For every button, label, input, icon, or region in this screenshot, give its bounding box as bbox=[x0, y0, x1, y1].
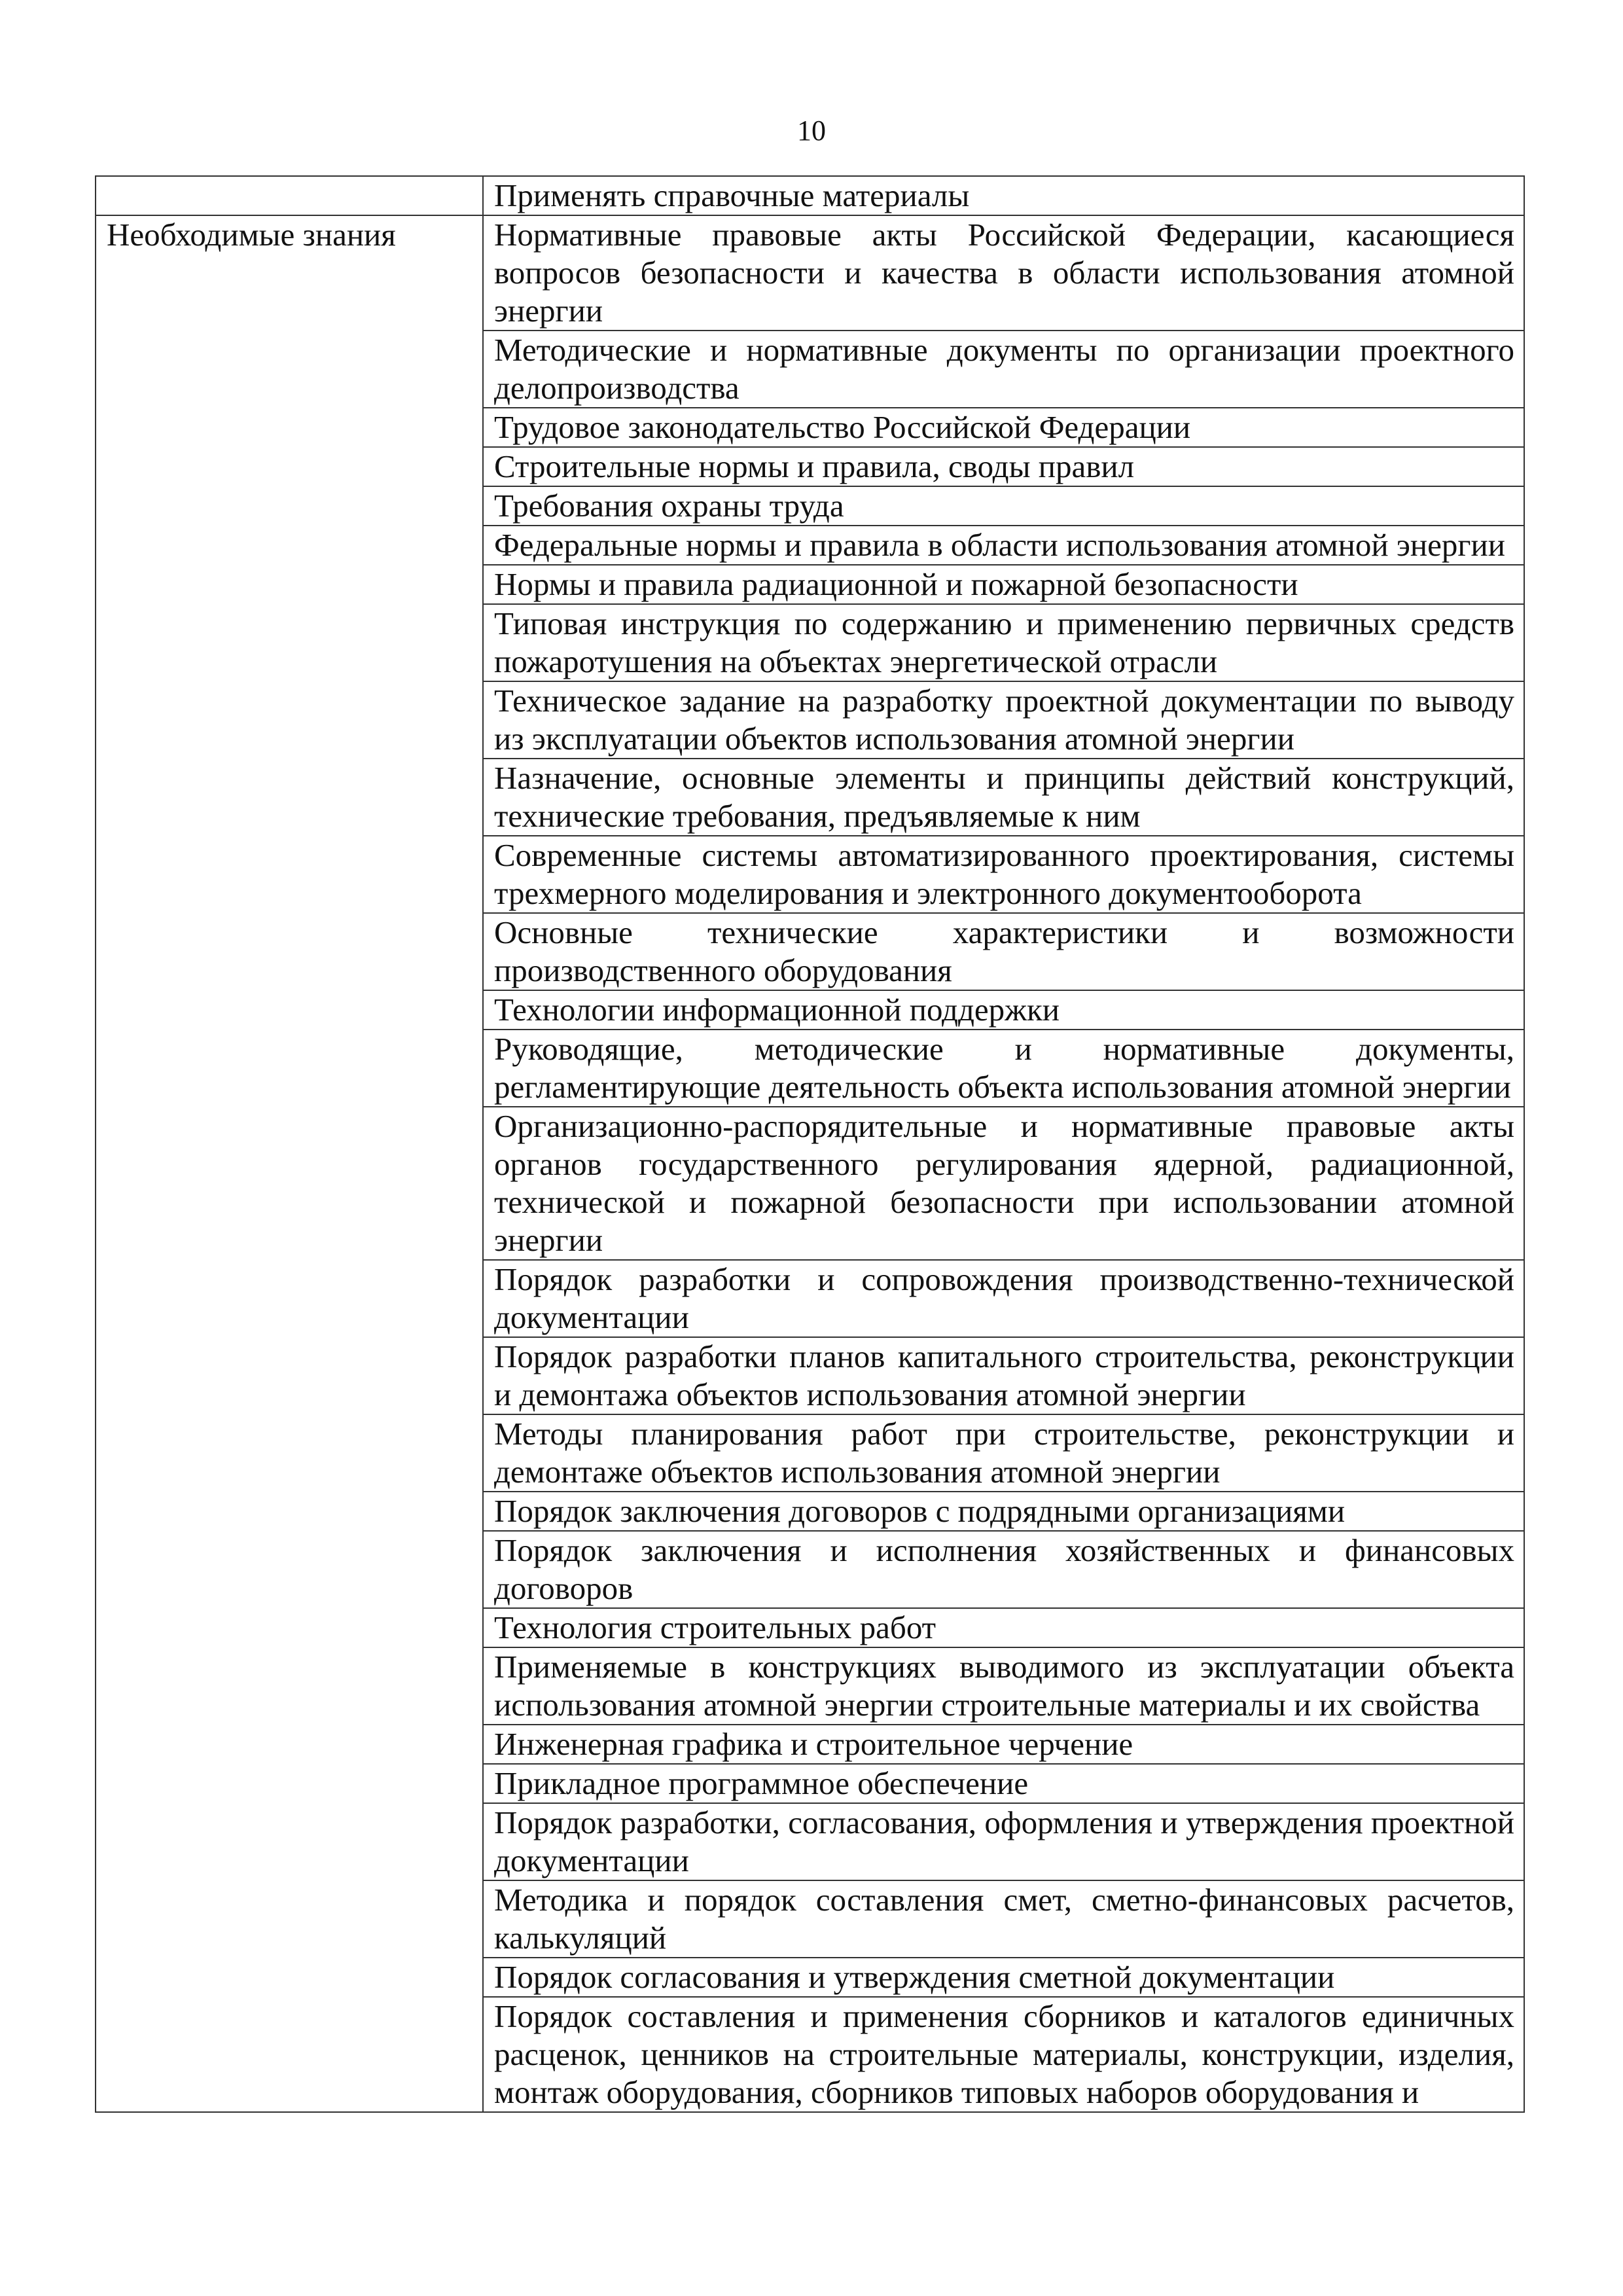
knowledge-item: Методика и порядок составления смет, сметно-финансовых расчетов, калькуляций bbox=[483, 1880, 1524, 1958]
knowledge-item: Трудовое законодательство Российской Федерации bbox=[483, 408, 1524, 447]
knowledge-item: Строительные нормы и правила, своды правил bbox=[483, 447, 1524, 486]
knowledge-item: Назначение, основные элементы и принципы действий конструкций, технические требования, предъявляемые к ним bbox=[483, 759, 1524, 836]
knowledge-item: Техническое задание на разработку проектной документации по выводу из эксплуатации объектов использования атомной энергии bbox=[483, 681, 1524, 759]
table-row bbox=[96, 176, 1524, 215]
knowledge-item: Типовая инструкция по содержанию и применению первичных средств пожаротушения на объектах энергетической отрасли bbox=[483, 604, 1524, 681]
competency-table bbox=[95, 175, 1525, 2113]
table-row bbox=[96, 215, 1524, 331]
knowledge-item: Порядок разработки и сопровождения производственно-технической документации bbox=[483, 1260, 1524, 1337]
knowledge-item: Методы планирования работ при строительстве, реконструкции и демонтаже объектов использования атомной энергии bbox=[483, 1414, 1524, 1492]
knowledge-item: Руководящие, методические и нормативные документы, регламентирующие деятельность объекта использования атомной энергии bbox=[483, 1030, 1524, 1107]
knowledge-item: Нормативные правовые акты Российской Федерации, касающиеся вопросов безопасности и качества в области использования атомной энергии bbox=[483, 215, 1524, 331]
knowledge-item: Требования охраны труда bbox=[483, 486, 1524, 526]
knowledge-item: Технология строительных работ bbox=[483, 1608, 1524, 1647]
knowledge-item: Применяемые в конструкциях выводимого из эксплуатации объекта использования атомной энергии строительные материалы и их свойства bbox=[483, 1647, 1524, 1725]
knowledge-item: Организационно-распорядительные и нормативные правовые акты органов государственного регулирования ядерной, радиационной, технической и пожарной безопасности при использовании атомной энергии bbox=[483, 1107, 1524, 1260]
page-number: 10 bbox=[797, 115, 826, 147]
skill-item: Применять справочные материалы bbox=[483, 176, 1524, 215]
knowledge-item: Порядок согласования и утверждения сметной документации bbox=[483, 1958, 1524, 1997]
knowledge-item: Современные системы автоматизированного проектирования, системы трехмерного моделирования и электронного документооборота bbox=[483, 836, 1524, 913]
knowledge-item: Инженерная графика и строительное черчение bbox=[483, 1725, 1524, 1764]
knowledge-item: Методические и нормативные документы по организации проектного делопроизводства bbox=[483, 331, 1524, 408]
knowledge-item: Порядок заключения договоров с подрядными организациями bbox=[483, 1492, 1524, 1531]
knowledge-item: Прикладное программное обеспечение bbox=[483, 1764, 1524, 1803]
knowledge-item: Федеральные нормы и правила в области использования атомной энергии bbox=[483, 526, 1524, 565]
knowledge-item: Порядок разработки планов капитального строительства, реконструкции и демонтажа объектов использования атомной энергии bbox=[483, 1337, 1524, 1414]
empty-label-cell bbox=[96, 176, 483, 215]
knowledge-item: Порядок заключения и исполнения хозяйственных и финансовых договоров bbox=[483, 1531, 1524, 1608]
knowledge-item: Технологии информационной поддержки bbox=[483, 990, 1524, 1030]
knowledge-item: Основные технические характеристики и возможности производственного оборудования bbox=[483, 913, 1524, 990]
knowledge-item: Порядок разработки, согласования, оформления и утверждения проектной документации bbox=[483, 1803, 1524, 1880]
knowledge-label: Необходимые знания bbox=[96, 215, 483, 2112]
knowledge-item: Нормы и правила радиационной и пожарной безопасности bbox=[483, 565, 1524, 604]
knowledge-item: Порядок составления и применения сборников и каталогов единичных расценок, ценников на строительные материалы, конструкции, изделия, монтаж оборудования, сборников типовых наборов оборудования и bbox=[483, 1997, 1524, 2112]
